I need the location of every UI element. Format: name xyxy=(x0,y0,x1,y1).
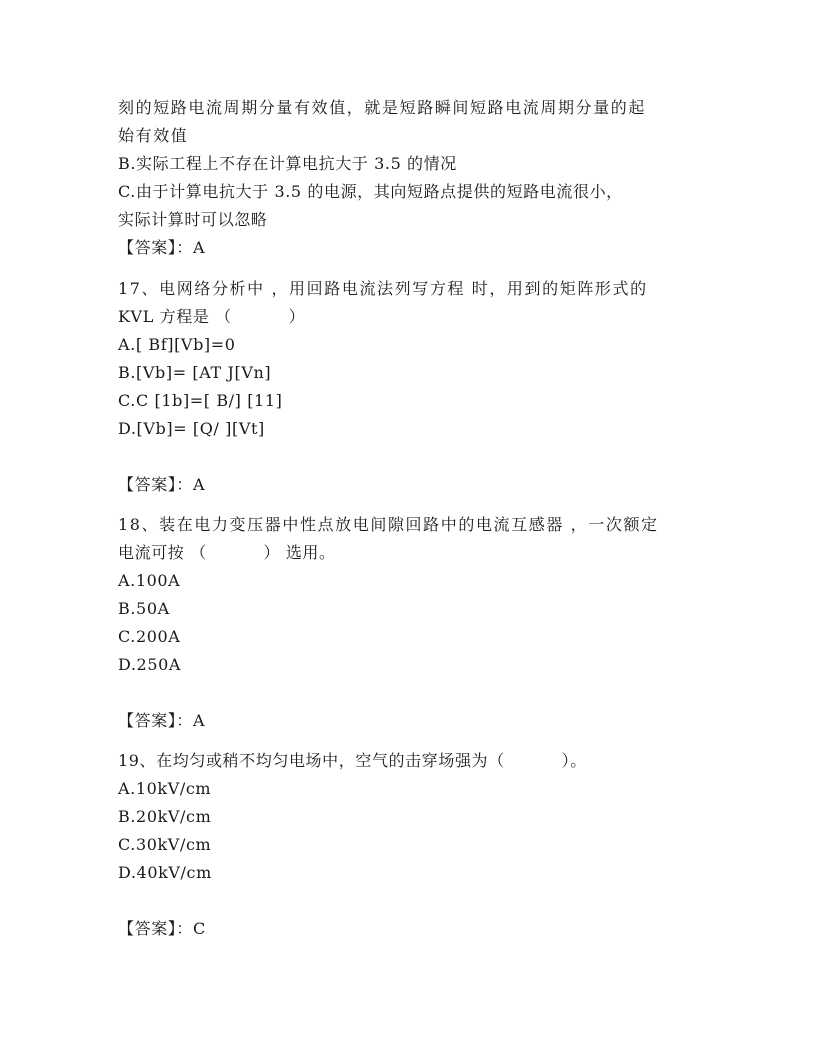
question-16-option-a-line2: 始有效值 xyxy=(118,126,189,145)
question-18-stem-line2: 电流可按 （ ） 选用。 xyxy=(118,543,336,562)
question-16-option-b: B.实际工程上不存在计算电抗大于 3.5 的情况 xyxy=(118,154,457,173)
question-19-stem: 19、在均匀或稍不均匀电场中，空气的击穿场强为（ ）。 xyxy=(118,751,587,770)
question-19-option-d: D.40kV/cm xyxy=(118,863,212,882)
question-19-option-b: B.20kV/cm xyxy=(118,807,212,826)
question-19-option-a: A.10kV/cm xyxy=(118,779,212,798)
question-18-option-a: A.100A xyxy=(118,571,181,590)
question-17-option-c: C.C [1b]=[ B/] [11] xyxy=(118,391,283,410)
question-16-option-c-line1: C.由于计算电抗大于 3.5 的电源，其向短路点提供的短路电流很小， xyxy=(118,182,623,201)
question-18-option-d: D.250A xyxy=(118,655,182,674)
question-18-option-c: C.200A xyxy=(118,627,181,646)
question-16-answer: 【答案】：A xyxy=(118,238,206,257)
question-17-option-a: A.[ Bf][Vb]=0 xyxy=(118,335,236,354)
question-19-option-c: C.30kV/cm xyxy=(118,835,212,854)
question-16-option-c-line2: 实际计算时可以忽略 xyxy=(118,210,268,229)
question-17-answer: 【答案】：A xyxy=(118,475,206,494)
question-19-answer: 【答案】：C xyxy=(118,919,206,938)
question-16-option-a-line1: 刻的短路电流周期分量有效值，就是短路瞬间短路电流周期分量的起 xyxy=(118,98,647,117)
question-17-option-b: B.[Vb]= [AT J[Vn] xyxy=(118,363,272,382)
question-18-stem-line1: 18、装在电力变压器中性点放电间隙回路中的电流互感器 ，一次额定 xyxy=(118,515,659,534)
question-17-option-d: D.[Vb]= [Q/ ][Vt] xyxy=(118,419,265,438)
question-18-answer: 【答案】：A xyxy=(118,711,206,730)
question-18-option-b: B.50A xyxy=(118,599,170,618)
question-17-stem-line1: 17、电网络分析中 ，用回路电流法列写方程 时，用到的矩阵形式的 xyxy=(118,279,648,298)
question-17-stem-line2: KVL 方程是 （ ） xyxy=(118,307,306,326)
